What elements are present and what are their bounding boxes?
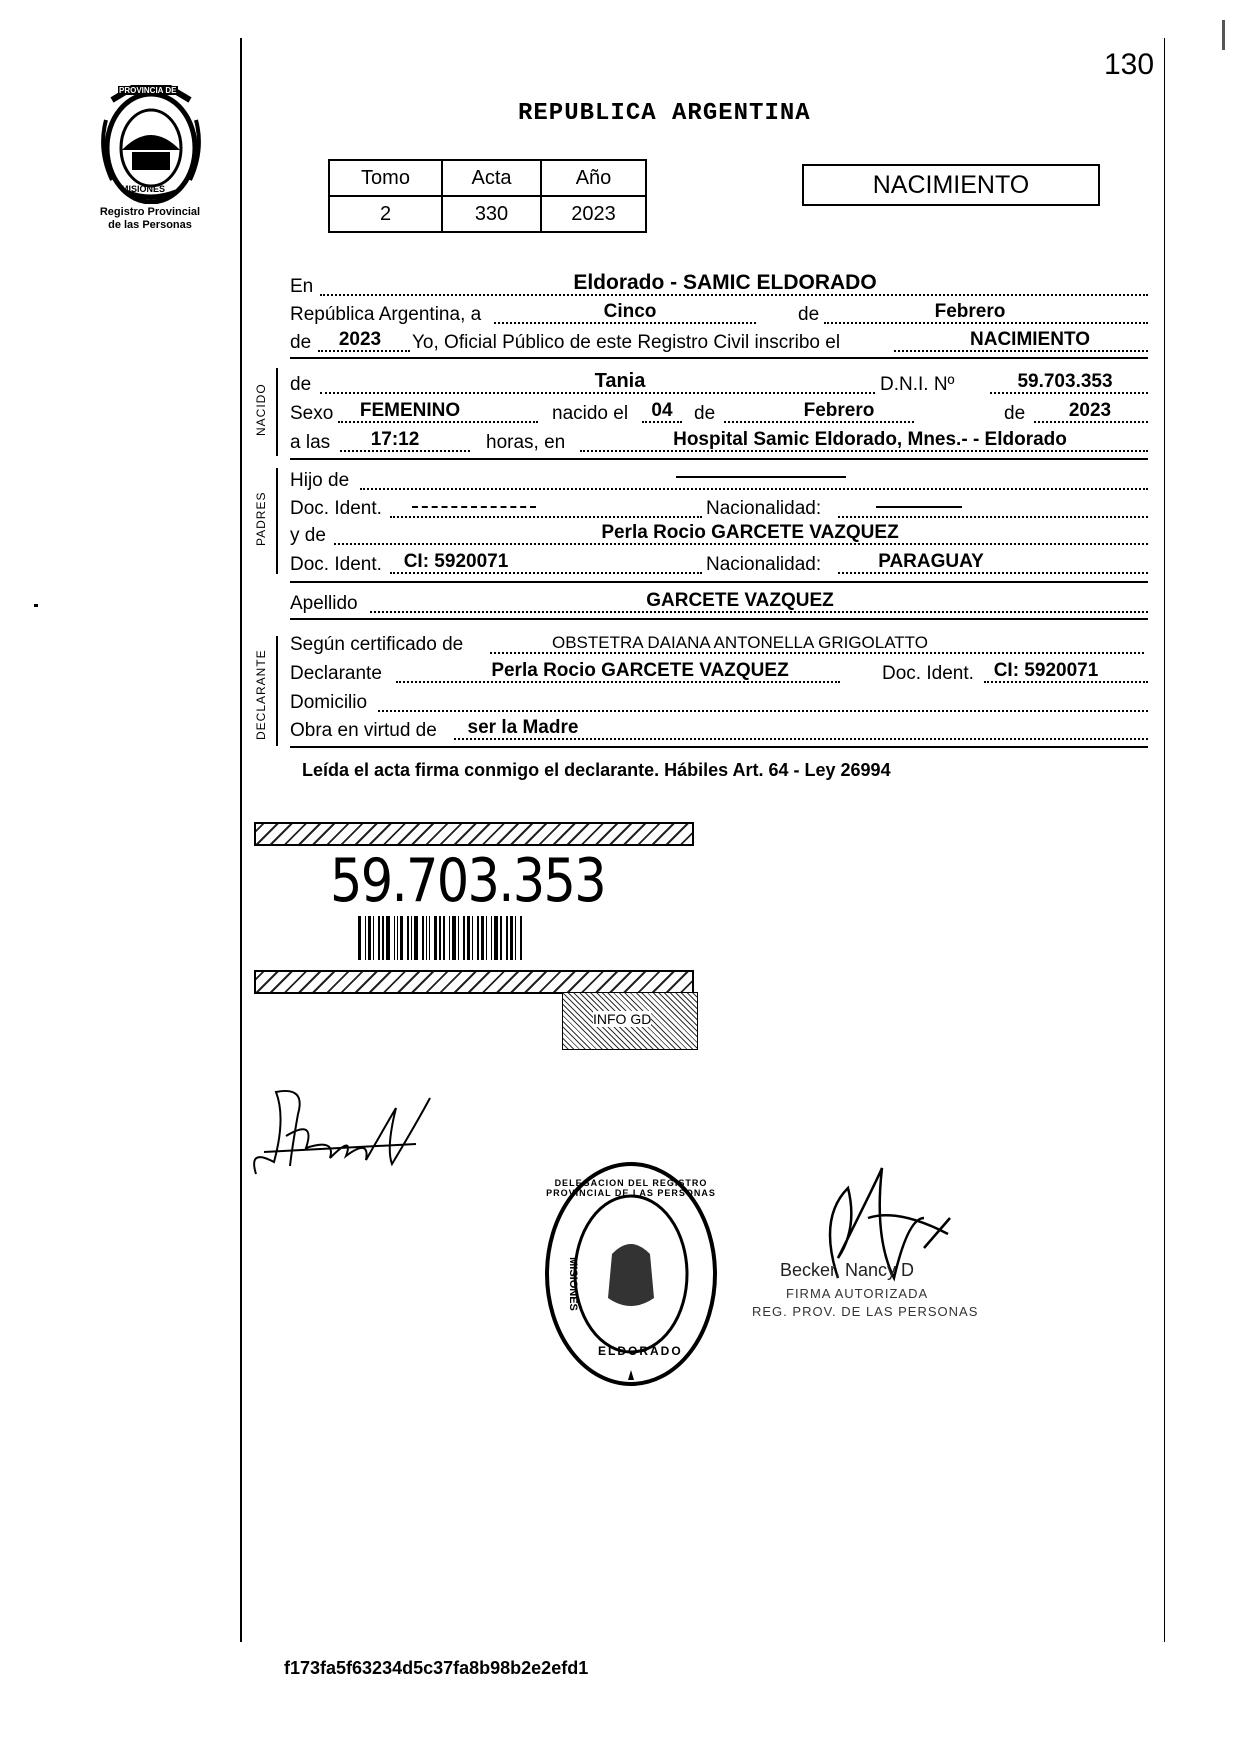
- official-stamp-ring-text: DELEGACION DEL REGISTRO PROVINCIAL DE LAS PERSONAS: [546, 1178, 716, 1198]
- barcode-bar: [407, 916, 409, 960]
- value-dni: 59.703.353: [1017, 371, 1113, 392]
- side-label-nacido: NACIDO: [254, 383, 268, 436]
- seal-caption: [70, 206, 230, 232]
- ref-header-acta: Acta: [442, 160, 541, 196]
- rule-after-declarante: [290, 746, 1148, 748]
- row-doc-padre: [290, 496, 1148, 522]
- document-title: REPUBLICA ARGENTINA: [518, 100, 811, 127]
- row-certificado: [290, 632, 1148, 658]
- row-domicilio: [290, 690, 1148, 716]
- barcode-bar: [510, 916, 513, 960]
- label-y-de: y de: [290, 525, 326, 546]
- barcode-bar: [506, 916, 508, 960]
- row-madre: [290, 523, 1148, 549]
- ref-value-acta: 330: [442, 196, 541, 232]
- left-margin-rule: [240, 38, 242, 1642]
- dash-nac-padre-blank: [876, 506, 962, 508]
- stamp-small-text: INFO GD: [593, 1011, 652, 1027]
- label-declarante: Declarante: [290, 663, 382, 684]
- record-type-box: NACIMIENTO: [802, 164, 1100, 206]
- rule-after-nacido: [290, 458, 1148, 460]
- ref-header-tomo: Tomo: [329, 160, 442, 196]
- label-nacionalidad-madre: Nacionalidad:: [706, 554, 822, 575]
- barcode-bar: [429, 916, 430, 960]
- row-oficial: [290, 330, 1148, 356]
- brace-declarante: [276, 636, 278, 746]
- value-birth-day: 04: [651, 400, 673, 421]
- seal-text-bottom: MISIONES: [121, 184, 166, 194]
- value-birth-month: Febrero: [803, 400, 875, 421]
- label-de-birth-month: de: [694, 403, 716, 424]
- official-stamp-province: MISIONES: [566, 1257, 579, 1311]
- label-dni: D.N.I. Nº: [880, 374, 955, 395]
- barcode-bar: [411, 916, 412, 960]
- label-de-nombre: de: [290, 374, 312, 395]
- barcode-bar: [439, 916, 441, 960]
- value-apellido: GARCETE VAZQUEZ: [646, 590, 834, 611]
- barcode-bar: [458, 916, 459, 960]
- stamp-dni-number: 59.703.353: [330, 846, 606, 916]
- value-madre: Perla Rocio GARCETE VAZQUEZ: [601, 522, 899, 543]
- seal-text-top: PROVINCIA DE: [119, 86, 177, 95]
- document-hash: f173fa5f63234d5c37fa8b98b2e2efd1: [284, 1658, 589, 1678]
- label-de-birth-year: de: [1004, 403, 1026, 424]
- barcode-bar: [378, 916, 380, 960]
- barcode-bar: [481, 916, 484, 960]
- official-stamp-town: ELDORADO: [598, 1344, 683, 1358]
- barcode-bar: [467, 916, 470, 960]
- label-hijo: Hijo de: [290, 470, 350, 491]
- value-birth-year: 2023: [1068, 400, 1112, 421]
- label-apellido: Apellido: [290, 593, 358, 614]
- signatory-line-2: REG. PROV. DE LAS PERSONAS: [752, 1304, 979, 1319]
- barcode-bar: [452, 916, 456, 960]
- rule-after-header: [290, 357, 1148, 359]
- barcode-bar: [414, 916, 418, 960]
- stamp-pattern-box: [562, 992, 698, 1050]
- label-nacido-el: nacido el: [552, 403, 629, 424]
- row-sexo: [290, 401, 1148, 427]
- barcode-bar: [443, 916, 445, 960]
- row-apellido: [290, 591, 1148, 617]
- label-doc-ident-declarante: Doc. Ident.: [882, 663, 974, 684]
- side-label-padres: PADRES: [254, 491, 268, 546]
- label-en: En: [290, 276, 314, 297]
- barcode-bar: [368, 916, 371, 960]
- barcode-bar: [500, 916, 502, 960]
- signatory-name: Becker, Nancy D: [780, 1260, 915, 1280]
- row-declarante: [290, 661, 1148, 687]
- value-hora: 17:12: [370, 429, 420, 450]
- value-inscribe: NACIMIENTO: [970, 329, 1090, 350]
- official-stamp: [542, 1158, 720, 1390]
- value-sexo: FEMENINO: [359, 400, 461, 421]
- brace-padres: [276, 468, 278, 574]
- dots-domicilio: [378, 710, 1148, 712]
- row-hijo: [290, 468, 1148, 494]
- barcode-bar: [472, 916, 473, 960]
- barcode-bar: [477, 916, 479, 960]
- dots-hijo: [360, 488, 1148, 490]
- label-de-year: de: [290, 332, 312, 353]
- barcode-bar: [358, 916, 361, 960]
- label-doc-ident-padre: Doc. Ident.: [290, 498, 382, 519]
- value-certificado: OBSTETRA DAIANA ANTONELLA GRIGOLATTO: [551, 633, 928, 652]
- label-horas-en: horas, en: [486, 432, 566, 453]
- value-madre-doc: CI: 5920071: [403, 551, 509, 572]
- label-certificado: Según certificado de: [290, 634, 464, 655]
- value-declarante-doc: CI: 5920071: [993, 660, 1099, 681]
- value-day: Cinco: [603, 301, 657, 322]
- barcode-bar: [434, 916, 437, 960]
- ref-header-ano: Año: [541, 160, 646, 196]
- label-oficial-text: Yo, Oficial Público de este Registro Civil inscribo el: [412, 332, 841, 353]
- rule-after-apellido: [290, 618, 1148, 620]
- row-republica: [290, 302, 1148, 328]
- barcode-bar: [463, 916, 465, 960]
- label-a-las: a las: [290, 432, 331, 453]
- right-margin-rule: [1164, 38, 1165, 1642]
- ref-value-ano: 2023: [541, 196, 646, 232]
- value-year: 2023: [338, 329, 382, 350]
- brace-nacido: [276, 368, 278, 456]
- value-lugar: Hospital Samic Eldorado, Mnes.- - Eldorado: [673, 429, 1067, 450]
- dots-nac-padre: [838, 516, 1148, 518]
- barcode-bar: [422, 916, 424, 960]
- value-declarante: Perla Rocio GARCETE VAZQUEZ: [491, 660, 789, 681]
- row-hora-lugar: [290, 430, 1148, 456]
- value-madre-nacionalidad: PARAGUAY: [878, 551, 984, 572]
- label-sexo: Sexo: [290, 403, 334, 424]
- barcode-bar: [520, 916, 522, 960]
- barcode-bar: [373, 916, 374, 960]
- barcode-bar: [394, 916, 395, 960]
- side-label-declarante: DECLARANTE: [254, 649, 268, 740]
- label-domicilio: Domicilio: [290, 692, 368, 713]
- value-lugar-inscripcion: Eldorado - SAMIC ELDORADO: [573, 271, 877, 294]
- label-de-month: de: [798, 304, 820, 325]
- ref-value-tomo: 2: [329, 196, 442, 232]
- row-doc-madre: [290, 552, 1148, 578]
- barcode-bar: [382, 916, 384, 960]
- barcode-bar: [400, 916, 403, 960]
- row-en: [290, 271, 1148, 300]
- rule-after-padres: [290, 581, 1148, 583]
- edge-mark: [1222, 20, 1225, 50]
- reference-table-header: [329, 160, 646, 196]
- dots-doc-padre: [390, 516, 702, 518]
- barcode-bar: [491, 916, 492, 960]
- label-obra: Obra en virtud de: [290, 720, 437, 741]
- value-obra: ser la Madre: [467, 717, 579, 738]
- stray-dot: [34, 604, 38, 607]
- seal-caption-line-2: de las Personas: [108, 219, 192, 231]
- stamp-barcode: [358, 916, 598, 960]
- reference-table-values: [329, 196, 646, 232]
- reference-table: [328, 159, 647, 233]
- dash-doc-padre-blank: [412, 506, 536, 508]
- barcode-bar: [397, 916, 398, 960]
- barcode-bar: [426, 916, 427, 960]
- label-republica: República Argentina, a: [290, 304, 482, 325]
- barcode-bar: [365, 916, 366, 960]
- value-month: Febrero: [934, 301, 1006, 322]
- page-number: 130: [1104, 48, 1155, 81]
- seal-caption-line-1: Registro Provincial: [99, 206, 201, 218]
- stamp-band-top: [254, 822, 694, 846]
- value-nombre: Tania: [594, 370, 646, 392]
- declarant-signature: [246, 1078, 446, 1188]
- barcode-bar: [486, 916, 487, 960]
- dash-hijo-blank: [676, 476, 846, 478]
- signatory-line-1: FIRMA AUTORIZADA: [786, 1286, 929, 1301]
- barcode-bar: [449, 916, 450, 960]
- label-doc-ident-madre: Doc. Ident.: [290, 554, 382, 575]
- row-nombre: [290, 372, 1148, 398]
- row-obra: [290, 718, 1148, 744]
- barcode-bar: [386, 916, 390, 960]
- barcode-bar: [494, 916, 498, 960]
- closing-legal-text: Leída el acta firma conmigo el declarante. Hábiles Art. 64 - Ley 26994: [302, 760, 891, 780]
- stamp-band-bottom: [254, 970, 694, 994]
- barcode-bar: [515, 916, 516, 960]
- label-nacionalidad-padre: Nacionalidad:: [706, 498, 822, 519]
